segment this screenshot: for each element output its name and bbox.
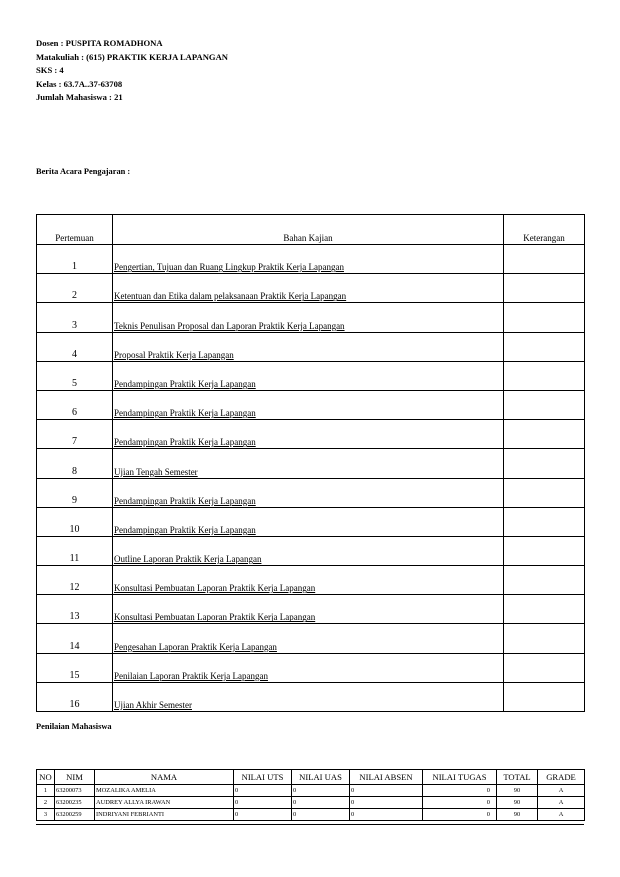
row-nilai-absen: 0	[350, 797, 423, 809]
pertemuan-number: 3	[37, 303, 113, 332]
bap-row	[37, 536, 585, 565]
row-grade: A	[538, 809, 585, 821]
grade-header-row	[37, 770, 585, 785]
bap-row	[37, 449, 585, 478]
row-nilai-uas: 0	[292, 797, 350, 809]
pertemuan-number: 13	[37, 595, 113, 624]
bahan-kajian-cell: Ujian Akhir Semester	[113, 682, 504, 711]
sks-label: SKS : 4	[36, 65, 64, 76]
grade-row	[37, 797, 585, 809]
row-nim: 63200235	[55, 797, 95, 809]
bahan-kajian-cell: Pengertian, Tujuan dan Ruang Lingkup Praktik Kerja Lapangan	[113, 245, 504, 274]
row-nilai-tugas: 0	[423, 785, 497, 797]
bap-row	[37, 595, 585, 624]
row-nilai-uts: 0	[234, 809, 292, 821]
bap-row	[37, 420, 585, 449]
bap-row	[37, 274, 585, 303]
grade-row	[37, 785, 585, 797]
row-nilai-uas: 0	[292, 785, 350, 797]
bap-row	[37, 361, 585, 390]
keterangan-cell	[504, 682, 585, 711]
pertemuan-number: 14	[37, 624, 113, 653]
row-grade: A	[538, 797, 585, 809]
row-grade: A	[538, 785, 585, 797]
header-nama: NAMA	[95, 770, 234, 785]
bap-row	[37, 390, 585, 419]
keterangan-cell	[504, 245, 585, 274]
row-nilai-tugas: 0	[423, 797, 497, 809]
row-nim: 63200073	[55, 785, 95, 797]
bahan-kajian-cell: Penilaian Laporan Praktik Kerja Lapangan	[113, 653, 504, 682]
keterangan-cell	[504, 536, 585, 565]
pertemuan-number: 8	[37, 449, 113, 478]
keterangan-cell	[504, 332, 585, 361]
kelas-label: Kelas : 63.7A..37-63708	[36, 78, 123, 89]
keterangan-cell	[504, 274, 585, 303]
row-nilai-uts: 0	[234, 797, 292, 809]
row-nilai-absen: 0	[350, 785, 423, 797]
row-no: 1	[37, 785, 55, 797]
row-no: 2	[37, 797, 55, 809]
header-bahan-kajian: Bahan Kajian	[113, 215, 504, 245]
bahan-kajian-cell: Konsultasi Pembuatan Laporan Praktik Kerja Lapangan	[113, 566, 504, 595]
bap-header-row	[37, 215, 585, 245]
grade-row	[37, 809, 585, 821]
bap-row	[37, 653, 585, 682]
pertemuan-number: 12	[37, 566, 113, 595]
pertemuan-number: 16	[37, 682, 113, 711]
row-nilai-tugas: 0	[423, 809, 497, 821]
bahan-kajian-cell: Pendampingan Praktik Kerja Lapangan	[113, 390, 504, 419]
grade-body	[37, 785, 585, 821]
pertemuan-number: 7	[37, 420, 113, 449]
bahan-kajian-cell: Outline Laporan Praktik Kerja Lapangan	[113, 536, 504, 565]
keterangan-cell	[504, 478, 585, 507]
bahan-kajian-cell: Pendampingan Praktik Kerja Lapangan	[113, 420, 504, 449]
pertemuan-number: 6	[37, 390, 113, 419]
bahan-kajian-cell: Konsultasi Pembuatan Laporan Praktik Kerja Lapangan	[113, 595, 504, 624]
pertemuan-number: 10	[37, 507, 113, 536]
grade-table	[36, 769, 585, 821]
header-total: TOTAL	[497, 770, 538, 785]
row-total: 90	[497, 785, 538, 797]
pertemuan-number: 15	[37, 653, 113, 682]
pertemuan-number: 9	[37, 478, 113, 507]
pertemuan-number: 1	[37, 245, 113, 274]
bap-row	[37, 303, 585, 332]
row-no: 3	[37, 809, 55, 821]
keterangan-cell	[504, 595, 585, 624]
keterangan-cell	[504, 390, 585, 419]
header-keterangan: Keterangan	[504, 215, 585, 245]
keterangan-cell	[504, 566, 585, 595]
bap-row	[37, 507, 585, 536]
bap-row	[37, 332, 585, 361]
row-nilai-uts: 0	[234, 785, 292, 797]
matakuliah-label: Matakuliah : (615) PRAKTIK KERJA LAPANGAN	[36, 51, 229, 62]
bap-row	[37, 566, 585, 595]
bahan-kajian-cell: Teknis Penulisan Proposal dan Laporan Praktik Kerja Lapangan	[113, 303, 504, 332]
berita-acara-title: Berita Acara Pengajaran :	[36, 167, 131, 176]
pertemuan-number: 5	[37, 361, 113, 390]
header-nilai-uts: NILAI UTS	[234, 770, 292, 785]
bahan-kajian-cell: Pendampingan Praktik Kerja Lapangan	[113, 361, 504, 390]
table-continuation-line	[36, 824, 584, 825]
bahan-kajian-cell: Pendampingan Praktik Kerja Lapangan	[113, 507, 504, 536]
bap-body	[37, 245, 585, 712]
bap-row	[37, 624, 585, 653]
row-nama: INDRIYANI FEBRIANTI	[95, 809, 234, 821]
keterangan-cell	[504, 303, 585, 332]
header-pertemuan: Pertemuan	[37, 215, 113, 245]
header-nim: NIM	[55, 770, 95, 785]
row-nilai-uas: 0	[292, 809, 350, 821]
course-header	[36, 37, 228, 105]
pertemuan-number: 4	[37, 332, 113, 361]
pertemuan-number: 11	[37, 536, 113, 565]
row-total: 90	[497, 797, 538, 809]
bap-row	[37, 245, 585, 274]
header-no: NO	[37, 770, 55, 785]
header-nilai-absen: NILAI ABSEN	[350, 770, 423, 785]
dosen-label: Dosen : PUSPITA ROMADHONA	[36, 38, 163, 48]
header-nilai-uas: NILAI UAS	[292, 770, 350, 785]
pertemuan-number: 2	[37, 274, 113, 303]
bap-row	[37, 682, 585, 711]
bahan-kajian-cell: Pengesahan Laporan Praktik Kerja Lapangan	[113, 624, 504, 653]
row-nilai-absen: 0	[350, 809, 423, 821]
jumlah-mahasiswa-label: Jumlah Mahasiswa : 21	[36, 92, 123, 103]
keterangan-cell	[504, 624, 585, 653]
row-nama: AUDREY ALLYA IRAWAN	[95, 797, 234, 809]
bahan-kajian-cell: Ujian Tengah Semester	[113, 449, 504, 478]
row-nim: 63200259	[55, 809, 95, 821]
keterangan-cell	[504, 361, 585, 390]
keterangan-cell	[504, 507, 585, 536]
row-total: 90	[497, 809, 538, 821]
penilaian-title: Penilaian Mahasiswa	[36, 722, 112, 731]
header-grade: GRADE	[538, 770, 585, 785]
keterangan-cell	[504, 420, 585, 449]
keterangan-cell	[504, 653, 585, 682]
header-nilai-tugas: NILAI TUGAS	[423, 770, 497, 785]
bahan-kajian-cell: Pendampingan Praktik Kerja Lapangan	[113, 478, 504, 507]
row-nama: MOZALIKA AMELIA	[95, 785, 234, 797]
bap-table	[36, 214, 585, 712]
bap-row	[37, 478, 585, 507]
bahan-kajian-cell: Ketentuan dan Etika dalam pelaksanaan Praktik Kerja Lapangan	[113, 274, 504, 303]
bahan-kajian-cell: Proposal Praktik Kerja Lapangan	[113, 332, 504, 361]
keterangan-cell	[504, 449, 585, 478]
